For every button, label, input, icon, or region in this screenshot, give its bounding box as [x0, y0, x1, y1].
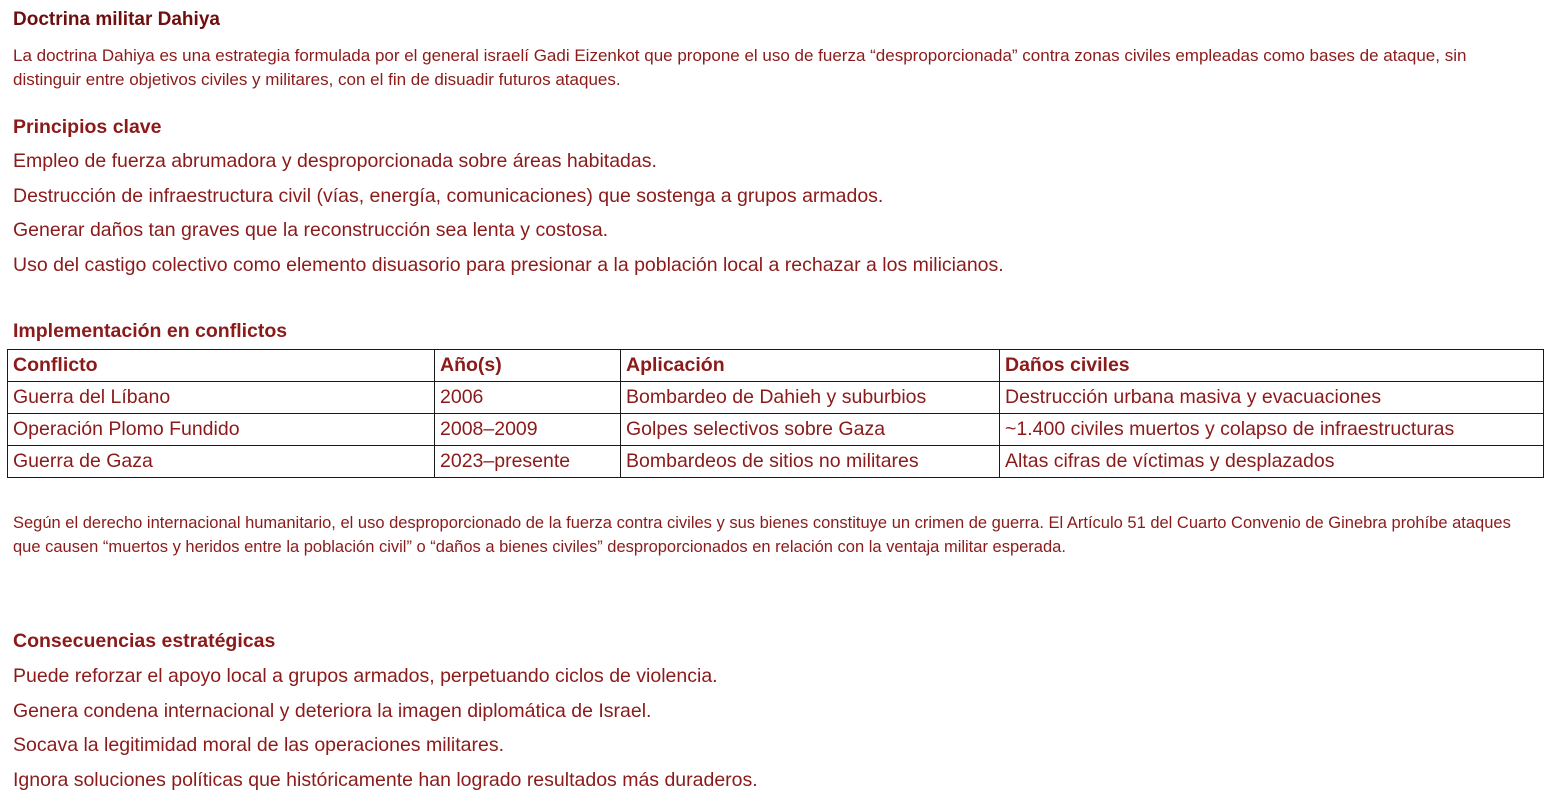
principles-list [13, 144, 1004, 283]
cell-application: Golpes selectivos sobre Gaza [621, 414, 1000, 446]
table-row [8, 446, 1544, 478]
cell-civil-damage: Altas cifras de víctimas y desplazados [1000, 446, 1544, 478]
cell-application: Bombardeo de Dahieh y suburbios [621, 382, 1000, 414]
cell-conflict: Guerra del Líbano [8, 382, 435, 414]
cell-civil-damage: Destrucción urbana masiva y evacuaciones [1000, 382, 1544, 414]
consequence-item: Socava la legitimidad moral de las operaciones militares. [13, 734, 504, 757]
principles-heading: Principios clave [13, 116, 162, 138]
consequence-item: Genera condena internacional y deteriora la imagen diplomática de Israel. [13, 699, 652, 722]
cell-conflict: Guerra de Gaza [8, 446, 435, 478]
column-header-years: Año(s) [435, 350, 621, 382]
document-title: Doctrina militar Dahiya [13, 9, 220, 30]
conflicts-table [7, 349, 1544, 478]
consequences-heading: Consecuencias estratégicas [13, 630, 276, 652]
principle-item: Empleo de fuerza abrumadora y desproporcionada sobre áreas habitadas. [13, 150, 657, 172]
table-row [8, 382, 1544, 414]
cell-conflict: Operación Plomo Fundido [8, 414, 435, 446]
consequence-item: Puede reforzar el apoyo local a grupos armados, perpetuando ciclos de violencia. [13, 665, 718, 687]
consequences-list [13, 659, 758, 798]
implementation-heading: Implementación en conflictos [13, 320, 288, 342]
cell-civil-damage: ~1.400 civiles muertos y colapso de infraestructuras [1000, 414, 1544, 446]
cell-application: Bombardeos de sitios no militares [621, 446, 1000, 478]
principle-item: Generar daños tan graves que la reconstrucción sea lenta y costosa. [13, 219, 609, 242]
cell-years: 2006 [435, 382, 621, 414]
column-header-civil-damage: Daños civiles [1000, 350, 1544, 382]
legal-note: Según el derecho internacional humanitario, el uso desproporcionado de la fuerza contra civiles y sus bienes constituye un crimen de guerra. El Artículo 51 del Cuarto Convenio de Ginebra prohíbe ataques que causen “muertos y heridos entre la población civil” o “daños a bienes civiles” desproporcionados en relación con la ventaja militar esperada. [13, 514, 1511, 556]
column-header-conflict: Conflicto [8, 350, 435, 382]
column-header-application: Aplicación [621, 350, 1000, 382]
table-header-row [8, 350, 1544, 382]
intro-paragraph: La doctrina Dahiya es una estrategia formulada por el general israelí Gadi Eizenkot que propone el uso de fuerza “desproporcionada” contra zonas civiles empleadas como bases de ataque, sin distinguir entre objetivos civiles y militares, con el fin de disuadir futuros ataques. [13, 46, 1467, 89]
cell-years: 2023–presente [435, 446, 621, 478]
principle-item: Destrucción de infraestructura civil (vías, energía, comunicaciones) que sostenga a grupos armados. [13, 184, 884, 207]
cell-years: 2008–2009 [435, 414, 621, 446]
consequence-item: Ignora soluciones políticas que históricamente han logrado resultados más duraderos. [13, 769, 758, 792]
table-row [8, 414, 1544, 446]
principle-item: Uso del castigo colectivo como elemento disuasorio para presionar a la población local a rechazar a los milicianos. [13, 254, 1004, 277]
